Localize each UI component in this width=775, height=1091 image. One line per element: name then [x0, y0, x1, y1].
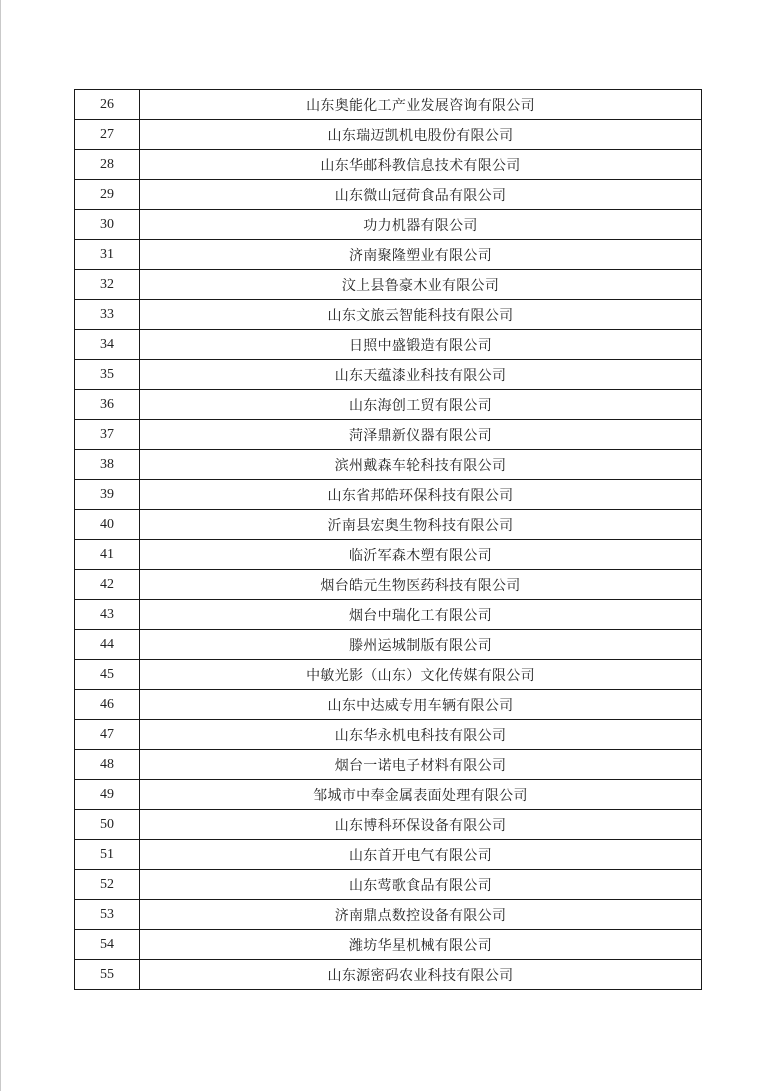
row-number-cell: 28: [75, 150, 140, 180]
table-row: [75, 900, 702, 930]
company-name-cell: 烟台中瑞化工有限公司: [140, 600, 702, 630]
row-number-cell: 53: [75, 900, 140, 930]
company-name-cell: 功力机器有限公司: [140, 210, 702, 240]
company-name-cell: 烟台一诺电子材料有限公司: [140, 750, 702, 780]
row-number-cell: 43: [75, 600, 140, 630]
table-row: [75, 180, 702, 210]
row-number-cell: 52: [75, 870, 140, 900]
table-row: [75, 750, 702, 780]
company-name-cell: 山东天蕴漆业科技有限公司: [140, 360, 702, 390]
table-row: [75, 930, 702, 960]
table-row: [75, 630, 702, 660]
company-name-cell: 沂南县宏奥生物科技有限公司: [140, 510, 702, 540]
company-name-cell: 邹城市中奉金属表面处理有限公司: [140, 780, 702, 810]
page-left-edge: [0, 0, 1, 1091]
company-name-cell: 山东博科环保设备有限公司: [140, 810, 702, 840]
row-number-cell: 32: [75, 270, 140, 300]
row-number-cell: 29: [75, 180, 140, 210]
company-name-cell: 山东微山冠荷食品有限公司: [140, 180, 702, 210]
row-number-cell: 37: [75, 420, 140, 450]
company-name-cell: 山东瑞迈凯机电股份有限公司: [140, 120, 702, 150]
company-name-cell: 潍坊华星机械有限公司: [140, 930, 702, 960]
row-number-cell: 26: [75, 90, 140, 120]
table-row: [75, 870, 702, 900]
table-row: [75, 330, 702, 360]
company-name-cell: 山东省邦皓环保科技有限公司: [140, 480, 702, 510]
company-name-cell: 临沂军森木塑有限公司: [140, 540, 702, 570]
table-row: [75, 780, 702, 810]
company-name-cell: 烟台皓元生物医药科技有限公司: [140, 570, 702, 600]
table-row: [75, 690, 702, 720]
row-number-cell: 38: [75, 450, 140, 480]
table-row: [75, 120, 702, 150]
row-number-cell: 41: [75, 540, 140, 570]
row-number-cell: 27: [75, 120, 140, 150]
row-number-cell: 39: [75, 480, 140, 510]
row-number-cell: 48: [75, 750, 140, 780]
row-number-cell: 42: [75, 570, 140, 600]
table-row: [75, 450, 702, 480]
table-row: [75, 270, 702, 300]
company-list-body: [75, 90, 702, 990]
row-number-cell: 51: [75, 840, 140, 870]
row-number-cell: 33: [75, 300, 140, 330]
company-name-cell: 济南聚隆塑业有限公司: [140, 240, 702, 270]
row-number-cell: 50: [75, 810, 140, 840]
company-name-cell: 中敏光影（山东）文化传媒有限公司: [140, 660, 702, 690]
row-number-cell: 30: [75, 210, 140, 240]
table-row: [75, 150, 702, 180]
company-name-cell: 日照中盛锻造有限公司: [140, 330, 702, 360]
table-row: [75, 480, 702, 510]
company-name-cell: 山东文旅云智能科技有限公司: [140, 300, 702, 330]
row-number-cell: 31: [75, 240, 140, 270]
company-list-table: [74, 89, 702, 990]
row-number-cell: 36: [75, 390, 140, 420]
company-name-cell: 汶上县鲁豪木业有限公司: [140, 270, 702, 300]
row-number-cell: 34: [75, 330, 140, 360]
row-number-cell: 55: [75, 960, 140, 990]
row-number-cell: 45: [75, 660, 140, 690]
table-row: [75, 840, 702, 870]
table-row: [75, 660, 702, 690]
row-number-cell: 35: [75, 360, 140, 390]
row-number-cell: 46: [75, 690, 140, 720]
table-row: [75, 390, 702, 420]
row-number-cell: 54: [75, 930, 140, 960]
row-number-cell: 44: [75, 630, 140, 660]
company-name-cell: 滕州运城制版有限公司: [140, 630, 702, 660]
row-number-cell: 49: [75, 780, 140, 810]
table-row: [75, 510, 702, 540]
table-row: [75, 90, 702, 120]
table-row: [75, 960, 702, 990]
company-name-cell: 山东奥能化工产业发展咨询有限公司: [140, 90, 702, 120]
table-row: [75, 360, 702, 390]
company-name-cell: 山东华永机电科技有限公司: [140, 720, 702, 750]
company-name-cell: 滨州戴森车轮科技有限公司: [140, 450, 702, 480]
row-number-cell: 40: [75, 510, 140, 540]
table-row: [75, 600, 702, 630]
table-row: [75, 240, 702, 270]
table-row: [75, 810, 702, 840]
row-number-cell: 47: [75, 720, 140, 750]
table-row: [75, 300, 702, 330]
company-name-cell: 山东源密码农业科技有限公司: [140, 960, 702, 990]
table-row: [75, 210, 702, 240]
table-row: [75, 420, 702, 450]
company-name-cell: 菏泽鼎新仪器有限公司: [140, 420, 702, 450]
company-name-cell: 济南鼎点数控设备有限公司: [140, 900, 702, 930]
company-name-cell: 山东海创工贸有限公司: [140, 390, 702, 420]
table-row: [75, 570, 702, 600]
company-name-cell: 山东首开电气有限公司: [140, 840, 702, 870]
company-name-cell: 山东中达威专用车辆有限公司: [140, 690, 702, 720]
table-row: [75, 720, 702, 750]
table-row: [75, 540, 702, 570]
company-name-cell: 山东华邮科教信息技术有限公司: [140, 150, 702, 180]
company-name-cell: 山东莺歌食品有限公司: [140, 870, 702, 900]
